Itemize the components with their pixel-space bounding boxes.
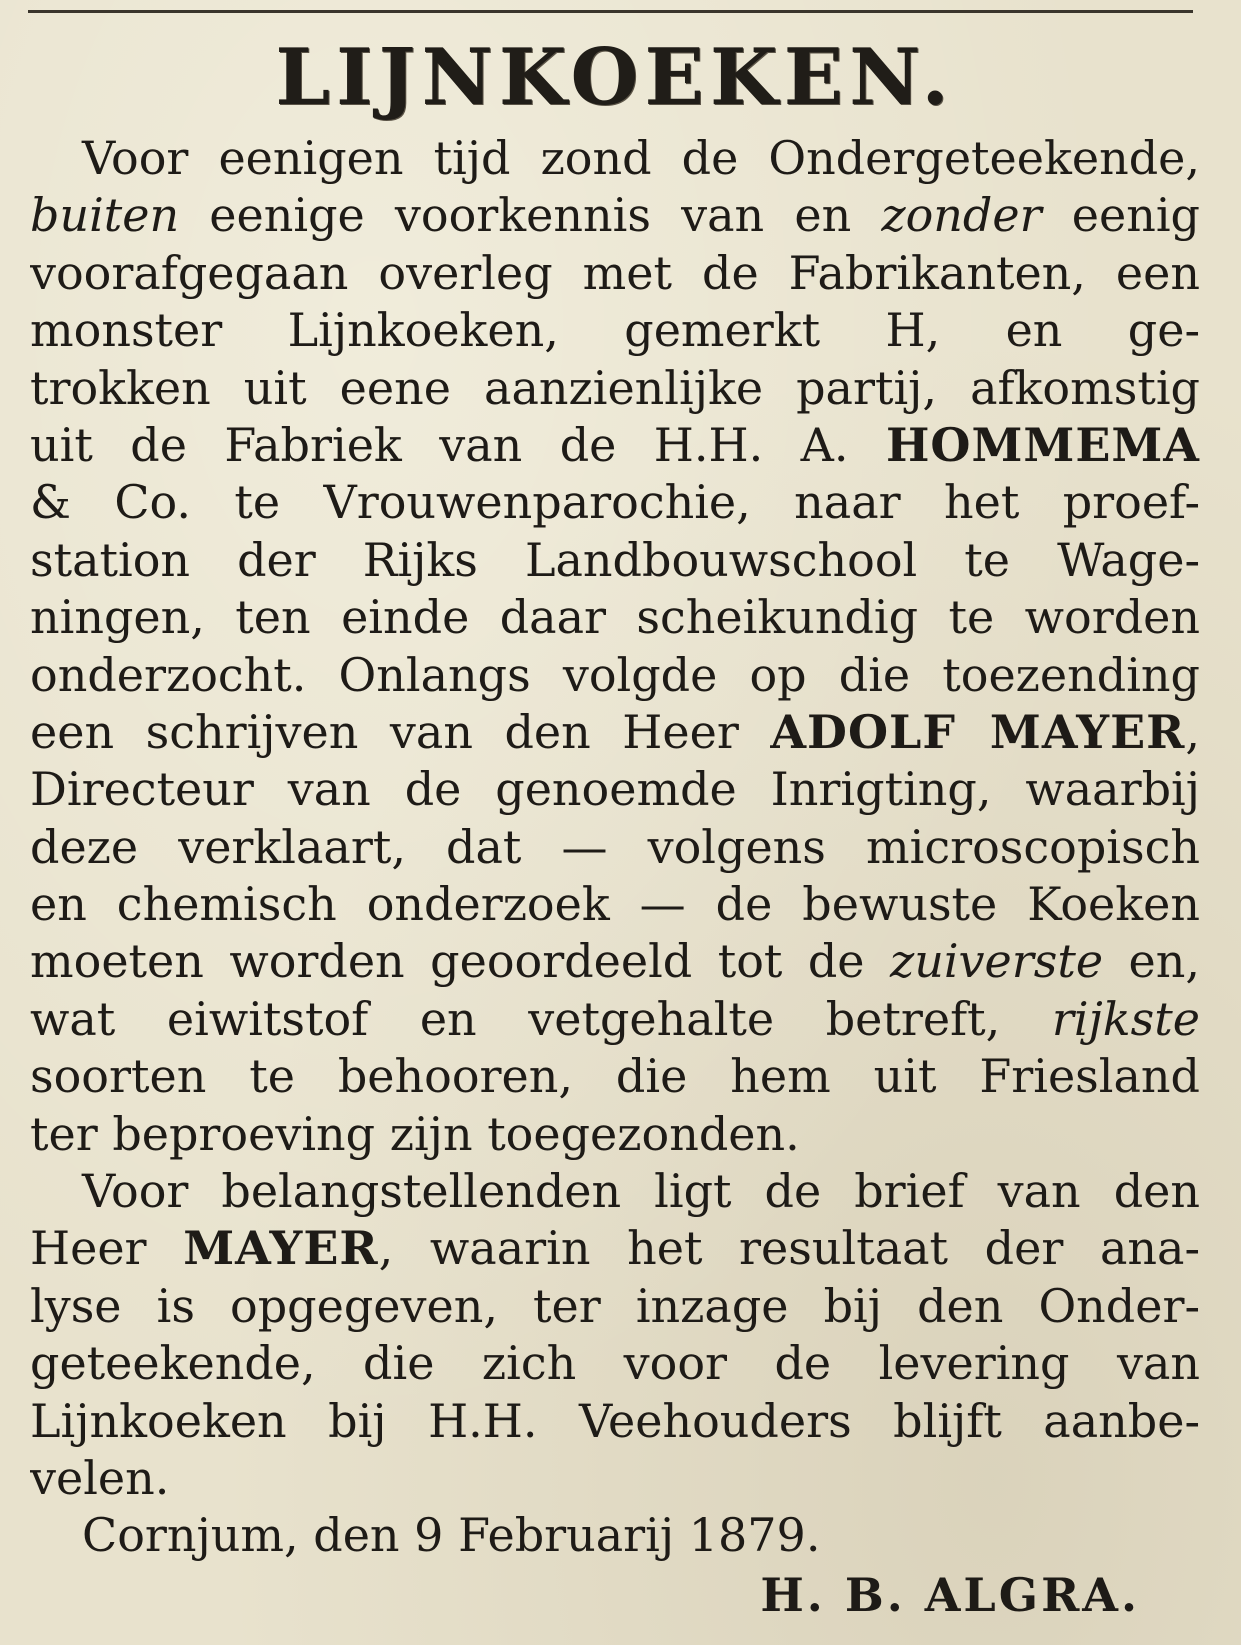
text-segment: geteekende, die zich voor de levering van: [30, 1336, 1200, 1391]
column-rule: [28, 10, 1193, 13]
text-line: [30, 1163, 1200, 1220]
text-line: [30, 1278, 1200, 1335]
text-segment: station der Rijks Landbouwschool te Wage-: [30, 532, 1200, 587]
text-line: [30, 130, 1200, 187]
text-segment: Directeur van de genoemde Inrigting, waarbij: [30, 762, 1200, 817]
text-line: [30, 1048, 1200, 1105]
ad-paragraph-1: [30, 130, 1200, 1163]
text-line: [30, 589, 1200, 646]
text-line: [30, 245, 1200, 302]
text-line: [30, 704, 1200, 761]
text-line: [30, 302, 1200, 359]
text-segment: en chemisch onderzoek — de bewuste Koeken: [30, 877, 1200, 932]
text-segment: moeten worden geoordeeld tot de: [30, 934, 890, 989]
text-line: [30, 1393, 1200, 1450]
text-segment: Lijnkoeken bij H.H. Veehouders blijft aanbe-: [30, 1393, 1200, 1448]
text-line: [30, 819, 1200, 876]
text-line: [30, 647, 1200, 704]
text-segment: HOMMEMA: [885, 417, 1200, 472]
text-segment: ,: [1185, 704, 1200, 759]
ad-paragraph-2: [30, 1163, 1200, 1507]
text-segment: buiten: [30, 188, 180, 243]
text-segment: trokken uit eene aanzienlijke partij, afkomstig: [30, 360, 1200, 415]
text-segment: monster Lijnkoeken, gemerkt H, en ge-: [30, 303, 1200, 358]
text-line: [30, 187, 1200, 244]
text-line: [30, 360, 1200, 417]
text-segment: voorafgegaan overleg met de Fabrikanten, een: [30, 245, 1200, 300]
text-segment: onderzocht. Onlangs volgde op die toezending: [30, 647, 1200, 702]
text-segment: wat eiwitstof en vetgehalte betreft,: [30, 991, 1052, 1046]
text-line: [30, 876, 1200, 933]
text-segment: zonder: [881, 188, 1042, 243]
ad-headline: LIJNKOEKEN.: [275, 32, 955, 123]
text-line: [30, 761, 1200, 818]
text-segment: ningen, ten einde daar scheikundig te worden: [30, 590, 1200, 645]
text-segment: velen.: [30, 1450, 170, 1505]
text-segment: soorten te behooren, die hem uit Friesland: [30, 1049, 1200, 1104]
text-segment: deze verklaart, dat — volgens microscopisch: [30, 819, 1200, 874]
text-segment: Voor belangstellenden ligt de brief van den: [82, 1164, 1200, 1219]
text-segment: & Co. te Vrouwenparochie, naar het proef-: [30, 475, 1200, 530]
text-segment: ADOLF MAYER: [770, 704, 1186, 759]
text-segment: rijkste: [1051, 991, 1200, 1046]
text-segment: een schrijven van den Heer: [30, 704, 771, 759]
text-segment: uit de Fabriek van de H.H. A.: [30, 417, 886, 472]
text-segment: Voor eenigen tijd zond de Ondergeteekende,: [82, 131, 1200, 185]
text-line: [30, 474, 1200, 531]
text-segment: Heer: [30, 1221, 184, 1276]
text-segment: en,: [1103, 934, 1200, 989]
text-line: [30, 991, 1200, 1048]
text-segment: eenige voorkennis van en: [179, 188, 882, 243]
text-segment: zuiverste: [889, 934, 1104, 989]
text-line: [30, 532, 1200, 589]
text-segment: ter beproeving zijn toegezonden.: [30, 1106, 800, 1161]
text-line: [30, 1106, 1200, 1163]
text-line: [30, 933, 1200, 990]
text-segment: MAYER: [183, 1221, 379, 1276]
ad-dateline: Cornjum, den 9 Februarij 1879.: [82, 1508, 821, 1563]
advertisement: [30, 28, 1200, 1625]
ad-signature: H. B. ALGRA.: [760, 1567, 1140, 1622]
text-segment: lyse is opgegeven, ter inzage bij den Onder-: [30, 1278, 1200, 1333]
text-line: [30, 1335, 1200, 1392]
text-line: [30, 417, 1200, 474]
text-segment: , waarin het resultaat der ana-: [378, 1221, 1200, 1276]
text-segment: eenig: [1041, 188, 1200, 243]
text-line: [30, 1450, 1200, 1507]
text-line: [30, 1220, 1200, 1277]
